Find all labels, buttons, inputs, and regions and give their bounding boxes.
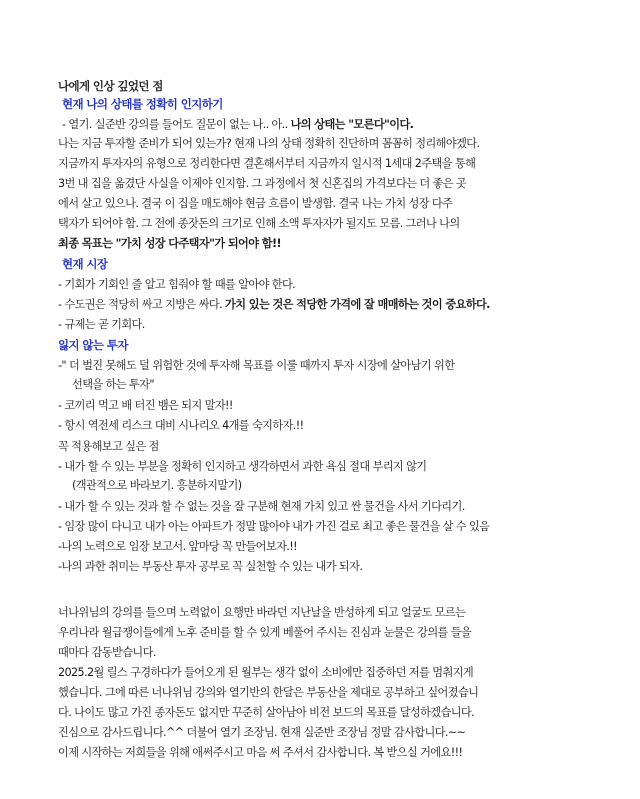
text-line-part: - 수도권은 적당히 싸고 지방은 싸다. bbox=[58, 298, 226, 311]
closing-line: 진심으로 감사드립니다.^^ 더불어 열기 조장님. 현재 실준반 조장님 정말 감사합니다.~~ bbox=[58, 726, 466, 739]
text-line-bold: 나의 상태는 "모른다"이다. bbox=[290, 118, 414, 131]
document-body bbox=[58, 79, 606, 765]
closing-line: 우리나라 월급쟁이들에게 노후 준비를 할 수 있게 베풀어 주시는 진심과 눈물은 강의를 들을 bbox=[58, 626, 472, 639]
text-line bbox=[58, 297, 606, 317]
text-line: - 코끼리 먹고 배 터진 뱀은 되지 말자!! bbox=[58, 399, 233, 412]
closing-line: 너나위님의 강의를 들으며 노력없이 요행만 바라던 지난날을 반성하게 되고 얼굴도 모르는 bbox=[58, 606, 466, 619]
text-line-part: - 열기. 실준반 강의를 들어도 질문이 없는 나.. 아.. bbox=[62, 118, 291, 131]
text-line: 지금까지 투자자의 유형으로 정리한다면 결혼해서부터 지금까지 일시적 1세대 2주택을 통해 bbox=[58, 157, 476, 170]
closing-line: 이제 시작하는 저희들을 위해 애써주시고 마음 써 주셔서 감사합니다. 복 받으실 거에요!!! bbox=[58, 746, 463, 759]
section-heading-apply: 꼭 적용해보고 싶은 점 bbox=[58, 440, 159, 453]
closing-line: 다. 나이도 많고 가진 종자돈도 없지만 꾸준히 살아남아 비전 보드의 목표를 달성하겠습니다. bbox=[58, 706, 475, 719]
paragraph-spacer bbox=[58, 579, 606, 605]
text-line: -나의 노력으로 임장 보고서. 앞마당 꼭 만들어보자.!! bbox=[58, 540, 297, 553]
text-line: -나의 과한 취미는 부동산 투자 공부로 꼭 실천할 수 있는 내가 되자. bbox=[58, 560, 363, 573]
text-line: 선택을 하는 투자" bbox=[72, 378, 154, 391]
text-line-bold: 가치 있는 것은 적당한 가격에 잘 매매하는 것이 중요하다. bbox=[225, 298, 490, 311]
text-line: -" 더 벌진 못해도 덜 위험한 것에 투자해 목표를 이룰 때까지 투자 시장에 살아남기 위한 bbox=[58, 359, 455, 372]
section-heading-current-market: 현재 시장 bbox=[62, 257, 108, 271]
text-line: (객관적으로 바라보기. 흥분하지말기) bbox=[72, 479, 242, 492]
section-heading-current-status: 현재 나의 상태를 정확히 인지하기 bbox=[62, 97, 223, 111]
document-title: 나에게 인상 깊었던 점 bbox=[58, 79, 163, 93]
text-line: 3번 내 집을 옮겼단 사실을 이제야 인지함. 그 과정에서 첫 신혼집의 가격보다는 더 좋은 곳 bbox=[58, 177, 467, 190]
section-heading-safe-investing: 잃지 않는 투자 bbox=[58, 338, 128, 352]
text-line: 택자가 되어야 함. 그 전에 종잣돈의 크기로 인해 소액 투자자가 될지도 모름. 그러나 나의 bbox=[58, 217, 460, 230]
text-line bbox=[58, 117, 606, 136]
closing-line: 때마다 감동받습니다. bbox=[58, 646, 156, 659]
closing-line: 2025.2월 릴스 구경하다가 들어오게 된 월부는 생각 없이 소비에만 집중하던 저를 멈춰지게 bbox=[58, 666, 474, 679]
closing-line: 했습니다. 그에 따른 너나위님 강의와 열기반의 한달은 부동산을 제대로 공부하고 싶어졌습니 bbox=[58, 686, 479, 699]
text-line: - 항시 역전세 리스크 대비 시나리오 4개를 숙지하자.!! bbox=[58, 419, 304, 432]
text-line: - 내가 할 수 있는 부분을 정확히 인지하고 생각하면서 과한 욕심 절대 부리지 않기 bbox=[58, 460, 427, 473]
text-line: 나는 지금 투자할 준비가 되어 있는가? 현재 나의 상태 정확히 진단하며 꼼꼼히 정리해야겠다. bbox=[58, 137, 480, 150]
text-line: - 규제는 곧 기회다. bbox=[58, 318, 145, 331]
text-line: - 임장 많이 다니고 내가 아는 아파트가 정말 많아야 내가 가진 걸로 최고 좋은 물건을 살 수 있음 bbox=[58, 520, 490, 533]
text-line: - 기회가 기회인 줄 알고 힘줘야 할 때를 알아야 한다. bbox=[58, 278, 296, 291]
text-line: 에서 살고 있으나. 결국 이 집을 매도해야 현금 흐름이 발생함. 결국 나는 가치 성장 다주 bbox=[58, 197, 453, 210]
text-line-bold: 최종 목표는 "가치 성장 다주택자"가 되어야 함!! bbox=[58, 237, 281, 250]
text-line: - 내가 할 수 있는 것과 할 수 없는 것을 잘 구분해 현재 가치 있고 싼 물건을 사서 기다리기. bbox=[58, 500, 465, 513]
